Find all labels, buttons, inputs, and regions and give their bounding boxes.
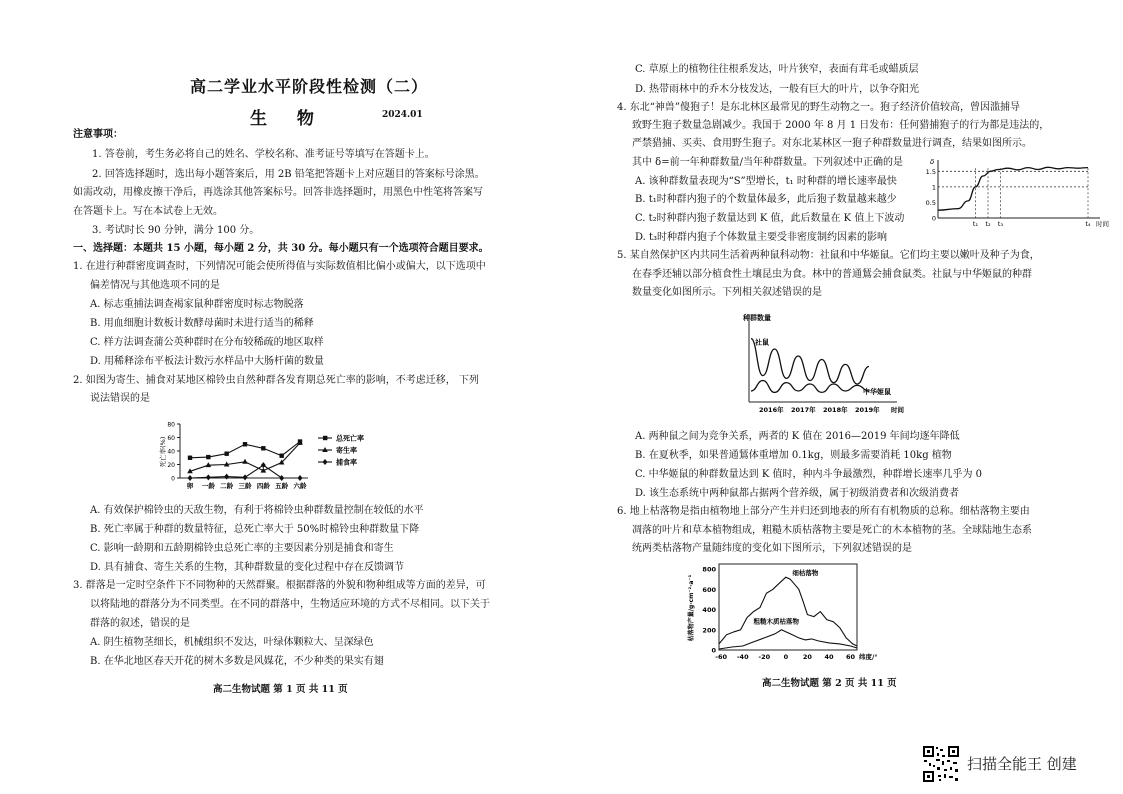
series-label: 社鼠 <box>755 338 769 347</box>
q5-option-d: D. 该生态系统中两种鼠都占据两个营养级，属于初级消费者和次级消费者 <box>635 488 960 499</box>
note-line: 如需改动，用橡皮擦干净后，再选涂其他答案标号。回答非选择题时，用黑色中性笔将答案写 <box>73 187 483 198</box>
x-tick-label: 五龄 <box>275 482 289 490</box>
q6-stem: 6. 地上枯落物是指由植物地上部分产生并归还到地表的所有有机物质的总称。细枯落物主要由 <box>617 506 1030 517</box>
x-axis-label: 纬度/° <box>859 653 878 661</box>
y-tick-label: 800 <box>702 565 716 574</box>
qr-code-icon <box>922 745 960 783</box>
legend-label: 总死亡率 <box>336 434 364 443</box>
data-point <box>261 446 265 450</box>
y-axis-label: 枯落物产量/g·cm⁻²·a⁻¹ <box>688 574 695 642</box>
page-footer: 高二生物试题 第 1 页 共 11 页 <box>213 684 348 695</box>
section-heading: 一、选择题：本题共 15 小题，每小题 2 分，共 30 分。每小题只有一个选项符合题目要求。 <box>73 243 489 254</box>
right-page <box>562 0 1123 794</box>
y-tick-label: 0 <box>171 475 175 483</box>
y-tick-label: 400 <box>702 606 716 615</box>
data-point <box>224 474 229 480</box>
q2-stem: 说法错误的是 <box>90 393 150 404</box>
data-point <box>188 475 193 481</box>
y-tick-label: 600 <box>702 585 716 594</box>
note-line: 3. 考试时长 90 分钟，满分 100 分。 <box>92 225 260 236</box>
data-point <box>243 442 247 446</box>
page-footer: 高二生物试题 第 2 页 共 11 页 <box>762 678 897 689</box>
legend-marker <box>323 459 328 465</box>
q1-stem: 偏差情况与其他选项不同的是 <box>90 280 220 291</box>
y-axis-label: 死亡率(%) <box>159 436 167 468</box>
x-tick-label: 60 <box>846 653 856 661</box>
x-tick-label: 三龄 <box>238 482 252 490</box>
delta-curve <box>938 167 1088 210</box>
q4-option-c: C. t₂时种群内狍子数量达到 K 值，此后数量在 K 值上下波动 <box>635 213 905 224</box>
scanner-watermark-label: 扫描全能王 创建 <box>967 755 1077 773</box>
series-line-1 <box>751 381 869 393</box>
q6-stem: 凋落的叶片和草本植物组成，粗糙木质枯落物主要是死亡的木本植物的茎。全球陆地生态系 <box>632 525 1032 536</box>
x-tick-label: t₃ <box>997 220 1004 228</box>
note-line: 1. 答卷前，考生务必将自己的姓名、学校名称、准考证号等填写在答题卡上。 <box>92 149 435 160</box>
series-label: 细枯落物 <box>792 569 819 578</box>
x-tick-label: 2018年 <box>823 406 848 414</box>
mortality-chart <box>158 418 398 496</box>
y-tick-label: 60 <box>167 435 175 442</box>
rodent-population-chart <box>737 310 912 422</box>
q4-stem: 严禁猎捕、买卖、食用野生狍子。对东北某林区一狍子种群数量进行调查，结果如图所示。 <box>632 138 1032 149</box>
data-point <box>243 474 248 480</box>
series-line-0 <box>719 577 857 646</box>
series-line-1 <box>719 630 857 649</box>
q3-stem: 3. 群落是一定时空条件下不同物种的天然群聚。根据群落的外貌和物种组成等方面的差异，可 <box>73 580 486 591</box>
q5-stem: 在春季还辅以部分植食性土壤昆虫为食。林中的普通鵟会捕食鼠类。社鼠与中华姬鼠的种群 <box>632 269 1032 280</box>
y-tick-label: 200 <box>702 626 716 635</box>
q3-option-c: C. 草原上的植物往往根系发达，叶片狭窄，表面有茸毛或蜡质层 <box>635 64 919 75</box>
series-label: 粗糙木质枯落物 <box>753 617 799 626</box>
q4-option-a: A. 该种群数量表现为“S”型增长，t₁ 时种群的增长速率最快 <box>635 176 897 187</box>
data-point <box>279 454 283 458</box>
data-point <box>188 456 192 460</box>
q2-option-a: A. 有效保护棉铃虫的天敌生物，有利于将棉铃虫种群数量控制在较低的水平 <box>90 505 424 516</box>
q3-option-b: B. 在华北地区春天开花的树木多数是风媒花，不少种类的果实有翅 <box>90 656 384 667</box>
q1-option-b: B. 用血细胞计数板计数酵母菌时未进行适当的稀释 <box>90 318 314 329</box>
q3-stem: 以将陆地的群落分为不同类型。在不同的群落中，生物适应环境的方式不尽相同。以下关于 <box>90 599 490 610</box>
q3-option-a: A. 阴生植物茎细长，机械组织不发达，叶绿体颗粒大、呈深绿色 <box>90 637 374 648</box>
data-point <box>279 475 284 481</box>
q4-stem: 致野生狍子数量急剧减少。我国于 2000 年 8 月 1 日发布：任何猎捕狍子的行为都是违法的， <box>632 120 1050 131</box>
notes-heading: 注意事项： <box>73 129 123 140</box>
q2-option-c: C. 影响一龄期和五龄期棉铃虫总死亡率的主要因素分别是捕食和寄生 <box>90 543 394 554</box>
x-tick-label: -40 <box>736 653 749 661</box>
y-axis-label: 种群数量 <box>743 314 771 322</box>
data-point <box>261 462 266 468</box>
legend-label: 捕食率 <box>336 458 357 467</box>
q4-option-b: B. t₁时种群内狍子的个数量体最多，此后狍子数量越来越少 <box>635 194 897 205</box>
x-tick-label: 20 <box>802 653 812 661</box>
q5-option-a: A. 两种鼠之间为竞争关系，两者的 K 值在 2016—2019 年间均逐年降低 <box>635 431 960 442</box>
x-tick-label: 2017年 <box>791 406 816 414</box>
x-tick-label: 六龄 <box>293 482 307 490</box>
q5-option-c: C. 中华姬鼠的种群数量达到 K 值时，种内斗争最激烈，种群增长速率几乎为 0 <box>635 469 983 480</box>
y-axis-label: δ <box>930 158 935 166</box>
data-point <box>298 475 303 481</box>
data-point <box>224 452 228 456</box>
q2-stem: 2. 如图为寄生、捕食对某地区棉铃虫自然种群各发育期总死亡率的影响，不考虑迁移， 下列 <box>73 375 479 386</box>
q1-option-d: D. 用稀释涂布平板法计数污水样品中大肠杆菌的数量 <box>90 356 325 367</box>
x-tick-label: 2019年 <box>855 406 880 414</box>
q1-stem: 1. 在进行种群密度调查时，下列情况可能会使所得值与实际数值相比偏小或偏大，以下选项中 <box>73 261 486 272</box>
y-tick-label: 20 <box>167 462 175 469</box>
plot-frame <box>719 564 857 650</box>
x-tick-label: -60 <box>715 653 728 661</box>
q6-stem: 统两类枯落物产量随纬度的变化如下图所示，下列叙述错误的是 <box>632 543 912 554</box>
x-tick-label: 卵 <box>186 482 194 490</box>
y-tick-label: 1.5 <box>925 167 936 176</box>
x-tick-label: t₁ <box>972 220 979 228</box>
q2-option-d: D. 具有捕食、寄生关系的生物，其种群数量的变化过程中存在反馈调节 <box>90 562 405 573</box>
data-point <box>206 474 211 480</box>
q4-stem: 其中 δ=前一年种群数量/当年种群数量。下列叙述中正确的是 <box>632 157 903 168</box>
q4-option-d: D. t₃时种群内狍子个体数量主要受非密度制约因素的影响 <box>635 232 888 243</box>
exam-subject: 生 物 <box>250 109 326 129</box>
x-tick-label: 一龄 <box>201 482 215 490</box>
q3-stem: 群落的叙述，错误的是 <box>90 618 190 629</box>
note-line: 2. 回答选择题时，选出每小题答案后，用 2B 铅笔把答题卡上对应题目的答案标号涂黑。 <box>92 169 485 180</box>
x-tick-label: 2016年 <box>759 406 784 414</box>
q5-stem: 5. 某自然保护区内共同生活着两种鼠科动物：社鼠和中华姬鼠。它们均主要以嫩叶及种子为食， <box>617 250 1040 261</box>
legend-marker <box>323 436 327 440</box>
x-tick-label: 四龄 <box>256 482 270 490</box>
q3-option-d: D. 热带雨林中的乔木分枝发达，一般有巨大的叶片，以争夺阳光 <box>635 84 920 95</box>
q2-option-b: B. 死亡率属于种群的数量特征，总死亡率大于 50%时棉铃虫种群数量下降 <box>90 524 420 535</box>
q5-option-b: B. 在夏秋季，如果普通鵟体重增加 0.1kg，则最多需要消耗 10kg 植物 <box>635 450 952 461</box>
x-axis-label: 时间 <box>891 406 904 414</box>
y-tick-label: 0.5 <box>925 198 936 207</box>
x-tick-label: 40 <box>824 653 834 661</box>
q1-option-c: C. 样方法调查蒲公英种群时在分布较稀疏的地区取样 <box>90 337 324 348</box>
y-tick-label: 1 <box>931 183 936 192</box>
x-tick-label: 0 <box>783 653 789 661</box>
data-point <box>206 455 210 459</box>
y-tick-label: 80 <box>167 421 175 429</box>
data-point <box>242 459 248 464</box>
x-axis-label: 时间 <box>1096 220 1109 228</box>
note-line: 在答题卡上。写在本试卷上无效。 <box>73 206 223 217</box>
x-tick-label: -20 <box>758 653 771 661</box>
y-tick-label: 0 <box>711 646 716 655</box>
q1-option-a: A. 标志重捕法调查褐家鼠种群密度时标志物脱落 <box>90 299 304 310</box>
x-tick-label: t₂ <box>985 220 991 228</box>
exam-title: 高二学业水平阶段性检测（二） <box>190 77 429 96</box>
exam-date: 2024.01 <box>382 110 423 120</box>
q5-stem: 数量变化如图所示。下列相关叙述错误的是 <box>632 287 822 298</box>
litter-production-chart <box>685 558 885 670</box>
y-tick-label: 0 <box>931 214 936 223</box>
y-tick-label: 40 <box>167 448 175 456</box>
q4-stem: 4. 东北“神兽”傻狍子！是东北林区最常见的野生动物之一。狍子经济价值较高，曾因滥捕导 <box>617 102 1020 113</box>
x-tick-label: 二龄 <box>220 482 234 490</box>
delta-chart <box>922 156 1112 232</box>
series-label: 中华姬鼠 <box>863 388 891 396</box>
x-tick-label: t₄ <box>1085 220 1091 228</box>
legend-label: 寄生率 <box>336 446 357 455</box>
